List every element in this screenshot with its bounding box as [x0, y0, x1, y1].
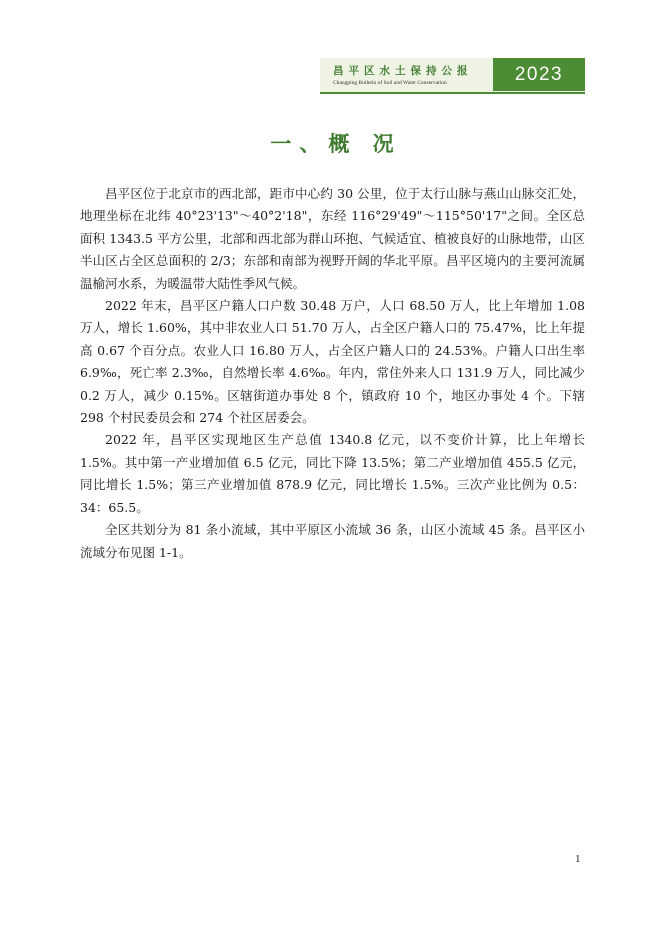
body-text: [80, 183, 585, 564]
page-number: 1: [575, 853, 581, 865]
paragraph-location: 昌平区位于北京市的西北部，距市中心约 30 公里，位于太行山脉与燕山山脉交汇处，地理坐标在北纬 40°23'13"～40°2'18"，东经 116°29'49"～115°50'17"之间。全区总面积 1343.5 平方公里，北部和西北部为群山环抱、气候适宜、植被良好的山脉地带，山区半山区占全区总面积的 2/3；东部和南部为视野开阔的华北平原。昌平区境内的主要河流属温榆河水系，为暖温带大陆性季风气候。: [80, 186, 585, 291]
paragraph-population: 2022 年末，昌平区户籍人口户数 30.48 万户，人口 68.50 万人，比上年增加 1.08 万人，增长 1.60%，其中非农业人口 51.70 万人，占全区户籍人口的 75.47%，比上年提高 0.67 个百分点。农业人口 16.80 万人，占全区户籍人口的 24.53%。户籍人口出生率 6.9‰，死亡率 2.3‰，自然增长率 4.6‰。年内，常住外来人口 131.9 万人，同比减少 0.2 万人，减少 0.15%。区辖街道办事处 8 个，镇政府 10 个，地区办事处 4 个。下辖 298 个村民委员会和 274 个社区居委会。: [80, 298, 585, 426]
section-title: 一、概 况: [270, 132, 402, 156]
year-badge: [493, 58, 585, 91]
bulletin-title-cn: 昌平区水土保持公报: [333, 65, 473, 77]
header-divider: [320, 92, 585, 94]
paragraph-watersheds: 全区共划分为 81 条小流域，其中平原区小流域 36 条，山区小流域 45 条。昌平区小流域分布见图 1-1。: [80, 522, 585, 560]
bulletin-title-en: Changping Bulletin of Soil and Water Conservation: [333, 80, 447, 86]
paragraph-economy: 2022 年，昌平区实现地区生产总值 1340.8 亿元，以不变价计算，比上年增长 1.5%。其中第一产业增加值 6.5 亿元，同比下降 13.5%；第二产业增加值 455.5 亿元，同比增长 1.5%；第三产业增加值 878.9 亿元，同比增长 1.5%。三次产业比例为 0.5：34：65.5。: [80, 432, 585, 515]
year-label: 2023: [514, 63, 564, 85]
